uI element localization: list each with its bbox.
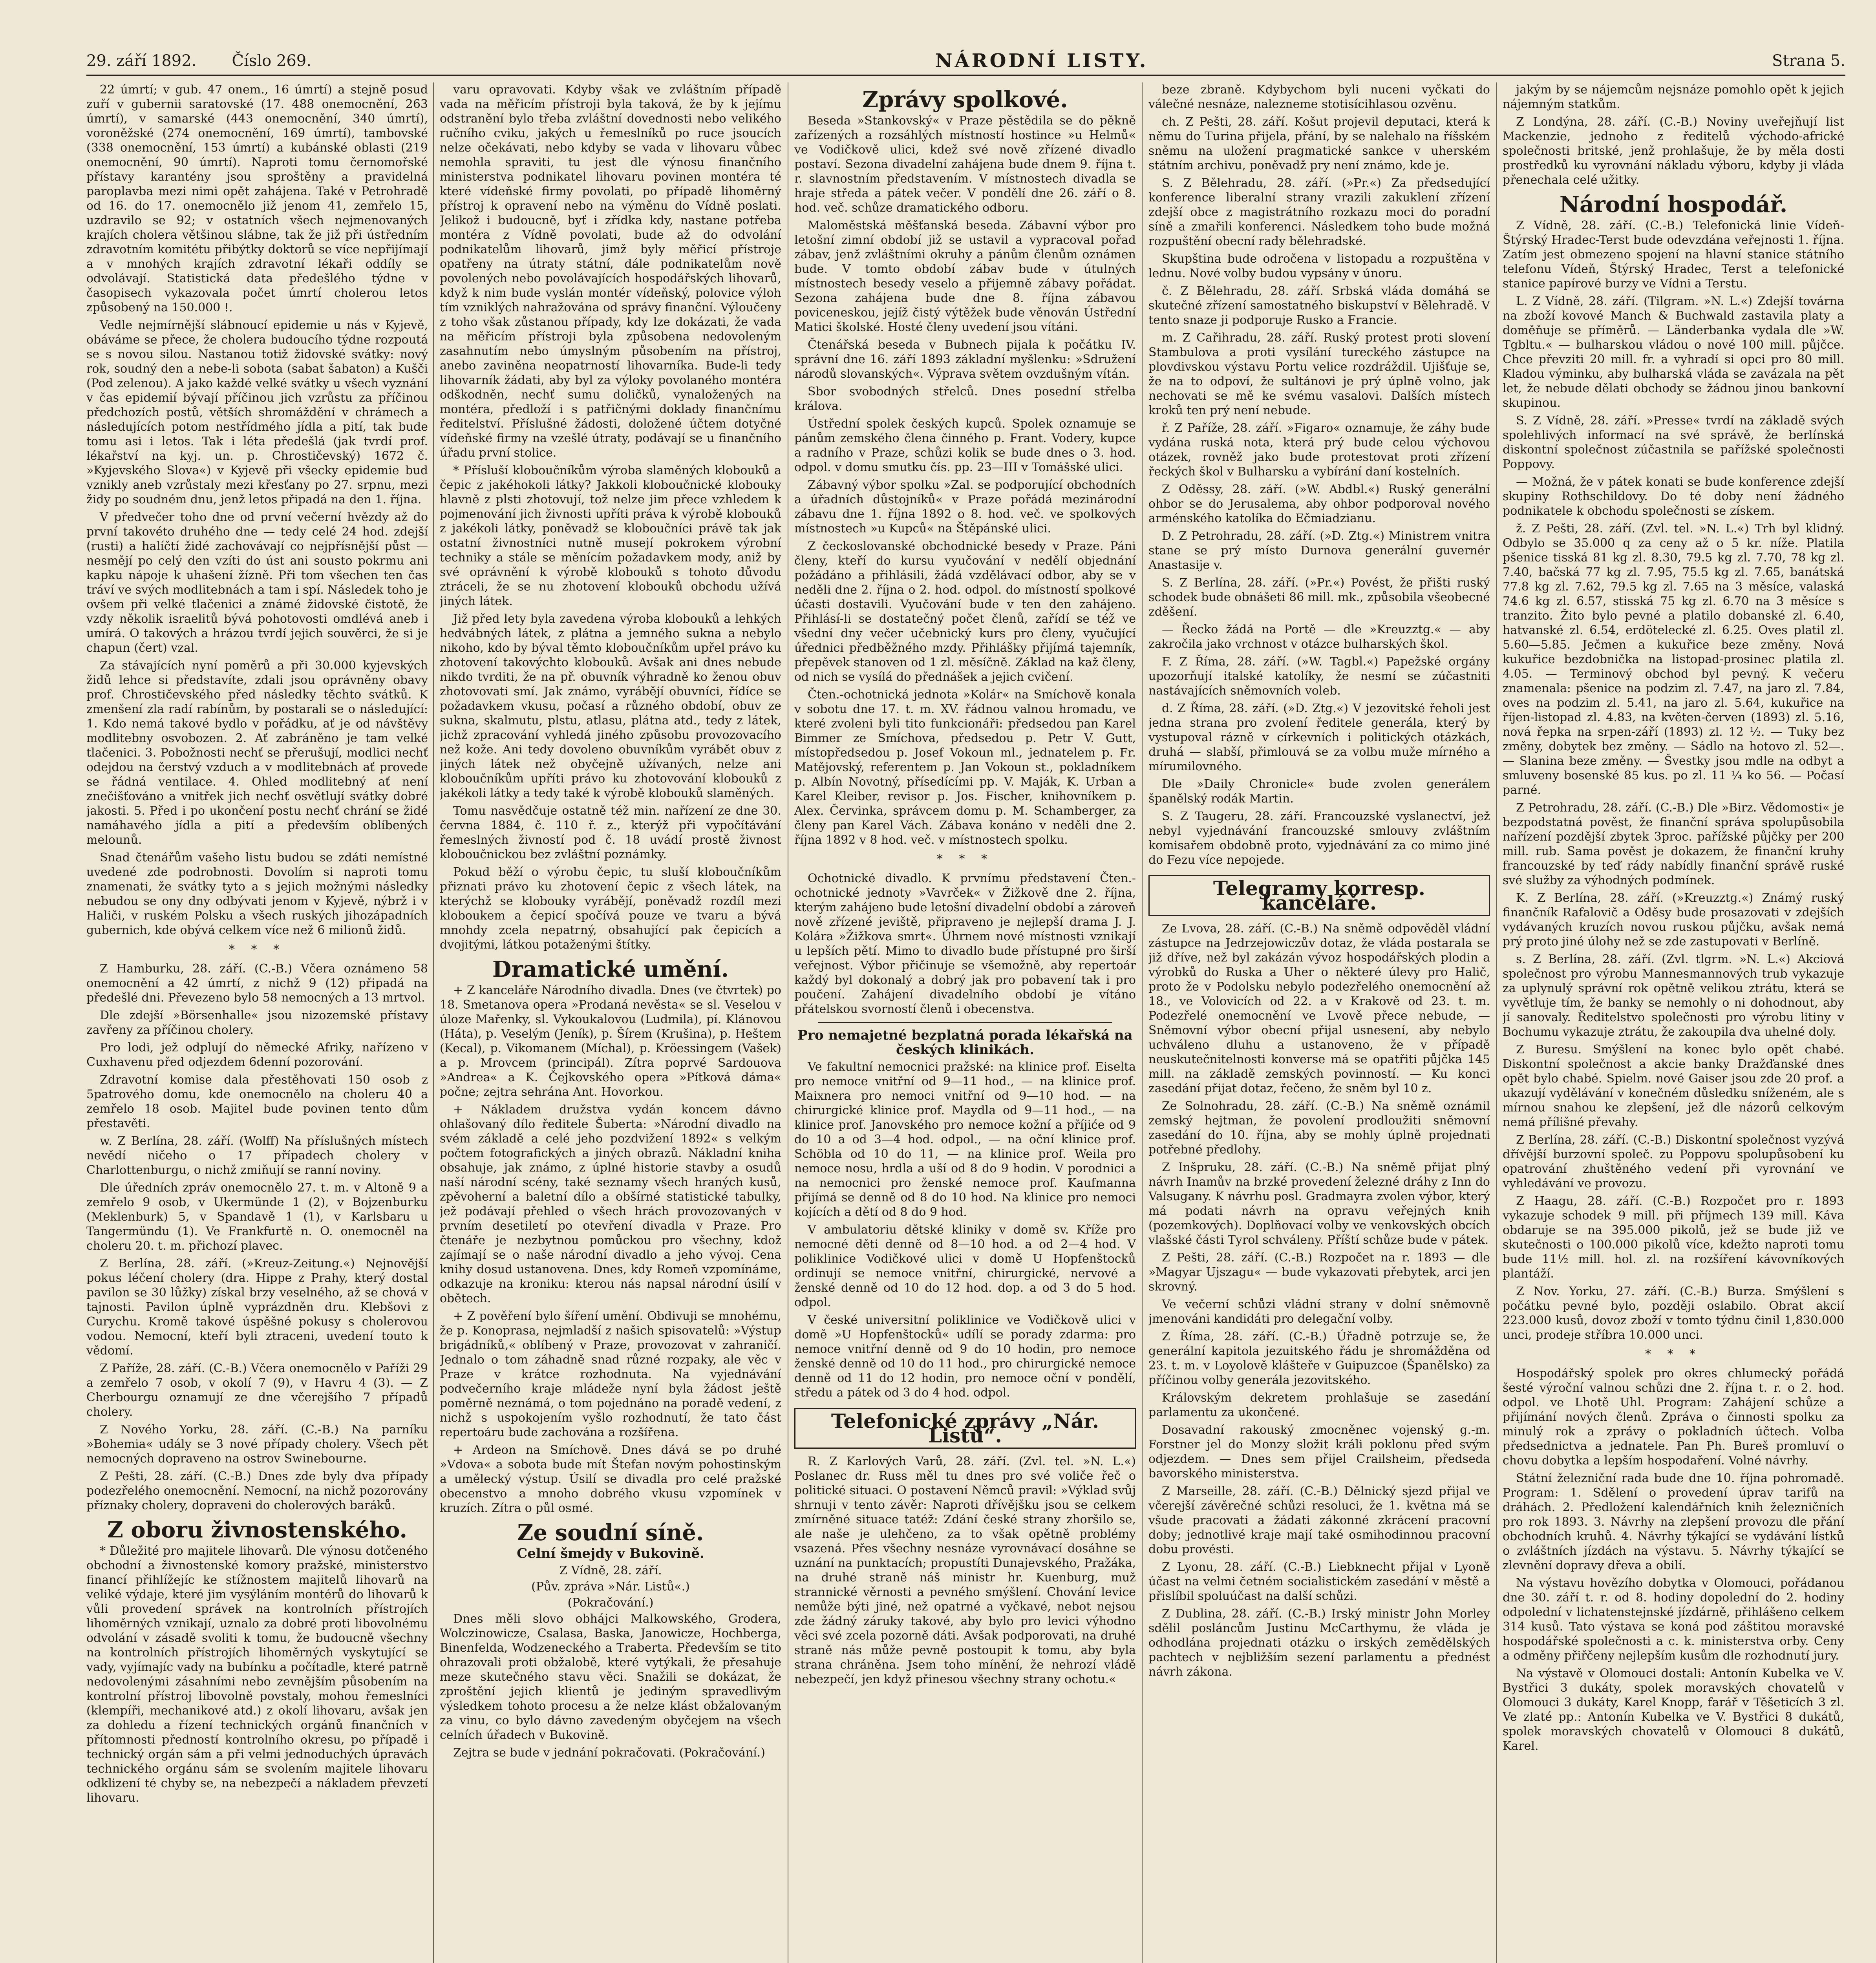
- telegram-item: Z Marseille, 28. září. (C.-B.) Dělnický sjezd přijal ve včerejší závěrečné schůzi resoluci, že 1. května má se všude pracovati a žádati zákonné zkrácení pracovní doby; jednotlivé kraje mají také osmihodinnou pracovní dobu provésti.: [1148, 1484, 1490, 1556]
- news-item: č. Z Bělehradu, 28. září. Srbská vláda domáhá se skutečné zřízení samostatného biskupství v Bělehradě. V tento snaze ji podporuje Rusko a Francie.: [1148, 284, 1490, 327]
- article-text: Státní železniční rada bude dne 10. října pohromadě. Program: 1. Sdělení o provedení úprav tarifů na dráhách. 2. Předložení kalendářních knih železničních pro rok 1893. 3. Návrhy na zlepšení provozu dle přání obchodních kruhů. 4. Návrhy týkající se vydávání lístků o zvláštních jízdách na výstavu. 5. Návrhy týkající se zlevnění dopravy dřeva a obilí.: [1503, 1471, 1844, 1572]
- article-text: Čtenářská beseda v Bubnech pijala k počátku IV. správní dne 16. září 1893 základní myšlenku: »Sdružení národů slovanských«. Výprava světem ovzdušným vítán.: [794, 338, 1136, 381]
- news-item: Z Berlína, 28. září. (»Kreuz-Zeitung.«) Nejnovější pokus léčení cholery (dra. Hippe z Prahy, který dostal pavilon se 30 lůžky) získal brzy veselného, až se chová v tajnosti. Pavilon úplně vyprázdněn dru. Klebšovi z Curychu. Kromě takové úspěšné pokusy s cholerovou vodou. Nemocní, kteří byli ztraceni, uvedení touto k vědomí.: [86, 1257, 428, 1358]
- news-item: ř. Z Paříže, 28. září. »Figaro« oznamuje, že záhy bude vydána ruská nota, která prý bude celou výchovou otázek, rovněž jako bude protestovat proti zřízení řeckých škol v Bulharsku a vybírání daní kostelních.: [1148, 421, 1490, 479]
- article-text: Již před lety byla zavedena výroba klobouků a lehkých hedvábných látek, z plátna a jemného sukna a nebylo nikoho, kdo by býval těmto kloboučníkům upřel právo ku zhotovení takovýchto klobouků. Avšak ani dnes nebude nikdo tvrditi, že na př. obuvník výhradně ko ženou obuv zhotovovati smí. Jak známo, vyrábějí obuvníci, řídíce se požadavkem vkusu, počasí a různého období, obuv ze sukna, skalmutu, plstu, atlasu, plátna atd., tedy z látek, jichž zpracování vyhledá jiného způsobu provozovacího než kože. Ani tedy dovoleno obuvníkům vyrábět obuv z jiných látek než obyčejně užívaných, nelze ani kloboučníkům upříti právo ku zhotovování klobouků z jakékoli látky a tedy také k výrobě klobouků slaměných.: [440, 612, 781, 800]
- section-title: Ze soudní síně.: [517, 1520, 704, 1546]
- article-text: Za stávajících nyní poměrů a při 30.000 kyjevských židů lehce si představíte, zdali jsou oprávněny obavy prof. Chrostičevského před následky těchto svátků. K zmenšení zla radí rabínům, by postarali se o následující: 1. Kdo nemá takové bydlo v pořádku, ať je od návštěvy modlitebny osvobozen. 2. Ať zabráněno je tam velké tlačenici. 3. Pobožnosti nechť se přerušují, modlici nechť odejdou na čerstvý vzduch a v modlitebnách ať provede se řádná ventilace. 4. Ohled modlitebný ať není znečišťováno a vnitřek jich nechť osvětlují svátky dobré jakosti. 5. Před i po ukončení postu nechť chrání se židé namáhavého jídla a pití a především oblíbených melounů.: [86, 659, 428, 847]
- news-item: Dle úředních zpráv onemocnělo 27. t. m. v Altoně 9 a zemřelo 9 osob, v Ukermünde 1 (2), v Bojzenburku (Meklenburk) 5, v Spandavě 1 (1), v Karlsbaru u Tangermündu (1). Ve Frankfurtě n. O. onemocněl na choleru 20. t. m. přichozí plavec.: [86, 1181, 428, 1253]
- article-text: Ochotnické divadlo. K prvnímu představení Čten.-ochotnické jednoty »Vavrček« v Žižkově dne 2. října, kterým zahájeno bude letošní divadelní období a zároveň nově zřízené jeviště, připraveno je nejlepší drama J. J. Kolára »Žižkova smrt«. Úhrnem nové místnosti vznikají u lepších pětí. Mimo to divadlo bude přístupné pro širší veřejnost. Výbor přičinuje se všemožně, aby repertoár každý byl dokonalý a dobrý jak pro pobavení tak i pro poučení. Zahájení divadelního období je vítáno přátelskou svorností členů i obecenstva.: [794, 872, 1136, 1016]
- column-rule: [1496, 82, 1497, 1963]
- column-rule: [1142, 82, 1143, 1963]
- news-item: Zdravotní komise dala přestěhovati 150 osob z 5patrového domu, kde onemocnělo na choleru 40 a zemřelo 18 osob. Majitel bude povinen tento dům přestavěti.: [86, 1073, 428, 1130]
- article-text: + Ardeon na Smíchově. Dnes dává se po druhé »Vdova« a sobota bude mít Štefan novým pohostinským a umělecký výstup. Úsilí se divadla pro celé pražské obecenstvo a mnoho dobrého vkusu vzpomínek v kruzích. Zítra o půl osmé.: [440, 1443, 781, 1515]
- section-title: Národní hospodář.: [1559, 192, 1788, 218]
- column-3: [794, 82, 1136, 1963]
- article-text: * Důležité pro majitele lihovarů. Dle výnosu dotčeného obchodní a živnostenské komory pražské, ministerstvo financí přihlížejíc ke stížnostem majitelů lihovarů na veliké výdaje, které jim vysýláním montérů do lihovarů k vůli provedení správek na kontrolních přístrojích lihoměrných vznikají, uznalo za dobré proti libovolnému odvolání v zásadě svoliti k tomu, že budoucně všechny na kontrolních přístrojích lihoměrných vyskytující se vady, vyjímajíc vady na bubínku a počítadle, které patrně nedovolenými zásahními nebo zevnějším působením na kontrolní přístroj libovolně povstaly, mohou řemeslníci (klempíři, mechanikové atd.) z okolí lihovaru, avšak jen za dohledu a řízení technických orgánů finančních v přítomnosti předností kontrolního okresu, po případě i technický orgán sám a při velmi jednoduchých úpravách technického orgánu sám se svolením majitele lihovaru odklizení té chyby se, na nebezpečí a nákladem převzetí lihovaru.: [86, 1544, 428, 1805]
- news-item: — Možná, že v pátek konati se bude konference zdejší skupiny Rothschildovy. Do té doby není žádného podnikatele k obchodu společnosti se získem.: [1503, 475, 1844, 518]
- header-issue: Číslo 269.: [232, 52, 311, 70]
- news-item: Z Londýna, 28. září. (C.-B.) Noviny uveřejňují list Mackenzie, jednoho z ředitelů východo-africké společnosti britské, jenž prohlašuje, že by měla dosti prostředků ku vyrovnání nákladu výboru, kdyby ji vláda přenechala celé užitky.: [1503, 115, 1844, 187]
- article-text: Čten.-ochotnická jednota »Kolár« na Smíchově konala v sobotu dne 17. t. m. XV. řádnou valnou hromadu, ve které zvoleni byli tito funkcionáři: předsedou pan Karel Bimmer ze Smíchova, předsedou p. Petr V. Gutt, místopředsedou p. Josef Vokoun ml., jednatelem p. Fr. Matějovský, referentem p. Jan Vokoun st., pokladníkem p. Albín Novotný, přísedícími pp. V. Maják, K. Urban a Karel Kleiber, revisor p. Jos. Fischer, knihovníkem p. Alex. Červinka, správcem domu p. M. Schamberger, za členy pan Karel Vách. Zábava konáno v neděli dne 2. října 1892 v 8 hod. več. v místnostech spolku.: [794, 688, 1136, 847]
- page-header: [86, 47, 1845, 76]
- column-1: [86, 82, 428, 1963]
- news-item: d. Z Říma, 28. září. (»D. Ztg.«) V jezovitské řeholi jest jedna strana pro zvolení ředitele generála, který by vystupoval rázně v církevních i politických otázkách, druhá — slabší, přimlouvá se za volbu muže mírného a mírumilovného.: [1148, 702, 1490, 773]
- article-headline: Pro nemajetné bezplatná porada lékařská na českých klinikách.: [797, 1027, 1133, 1058]
- section-title: Z oboru živnostenského.: [107, 1517, 407, 1543]
- column-rule: [433, 82, 434, 1963]
- article-text: V předvečer toho dne od první večerní hvězdy až do první takovéto druhého dne — tedy celé 24 hod. zdejší (rusti) a halíčtí židé zachovávají co nejpřísnější půst — nesmějí po celý den vzíti do úst ani sousto pokrmu ani kapku nápoje k uhašení žízně. Při tom všechen ten čas tráví ve svých modlitebnách a tam i spí. Následek toho je ovšem při velké tlačenici a známé židovské čistotě, že vzdy několik israelitů bývá pohotovosti omdlévá aneb i umírá. O takových a hrázou tvrdí jejich souvěrci, že si je chapun (čert) vzal.: [86, 510, 428, 655]
- horizontal-rule: [818, 1022, 1112, 1023]
- news-item: S. Z Vídně, 28. září. »Presse« tvrdí na základě svých spolehlivých informací na své správě, že berlínská diskontní společnost zúčastnila se pařížské společnosti Poppovy.: [1503, 414, 1844, 471]
- article-text: + Z kanceláře Národního divadla. Dnes (ve čtvrtek) po 18. Smetanova opera »Prodaná nevěsta« se sl. Veselou v úloze Mařenky, sl. Vykoukalovou (Ludmila), pí. Klánovou (Háta), p. Veselým (Jeník), p. Šírem (Krušina), p. Heštem (Kecal), p. Vikomanem (Míchal), p. Kröessingem (Vašek) a p. Mrovcem (principál). Zítra poprvé Sardouova »Andrea« a K. Čejkovského opera »Pítková dáma« počne; zejtra sehrána Ant. Hovorkou.: [440, 983, 781, 1099]
- section-title-boxed: Telefonické zprávy „Nár. Listů“.: [794, 1408, 1136, 1449]
- section-title-boxed: Telegramy korresp. kanceláře.: [1148, 875, 1490, 916]
- news-item: Z Hamburku, 28. září. (C.-B.) Včera oznámeno 58 onemocnění a 42 úmrtí, z nichž 9 (12) připadá na předešlé dni. Převezeno bylo 58 nemocných a 13 mrtvol.: [86, 962, 428, 1005]
- news-item: S. Z Berlína, 28. září. (»Pr.«) Povést, že přišti ruský schodek bude obnášeti 86 mill. mk., způsobila všeobecné zděšení.: [1148, 576, 1490, 619]
- news-item: F. Z Říma, 28. září. (»W. Tagbl.«) Papežské orgány upozorňují italské katolíky, že nesmí se zúčastniti nastávajících sněmovních voleb.: [1148, 655, 1490, 698]
- article-text: * Přísluší kloboučníkům výroba slaměných klobouků a čepic z jakéhokoli látky? Jakkoli kloboučnické klobouky hlavně z plsti zhotovují, tož nelze jim přece vzhledem k pojmenování jich živnosti upříti práva k výrobě klobouků z jakékoli látky, poněvadž se kloboučníci právě tak jak ostatní živnostníci nutně musejí pokrokem výrobní techniky a stále se měnícím požadavkem mody, aniž by své oprávnění k výrobě klobouků s tohoto důvodu ztráceli, že se nu zhotovení klobouků obchodu užívá jiných látek.: [440, 464, 781, 608]
- masthead: NÁRODNÍ LISTY.: [935, 50, 1148, 72]
- news-item: Skupština bude odročena v listopadu a rozpuštěna v lednu. Nové volby budou vypsány v únoru.: [1148, 252, 1490, 280]
- telegram-item: Z Pešti, 28. září. (C.-B.) Rozpočet na r. 1893 — dle »Magyar Ujszagu« — bude vykazovati přebytek, arci jen skrovný.: [1148, 1251, 1490, 1294]
- telegram-item: Z Dublina, 28. září. (C.-B.) Irský ministr John Morley sdělil posláncům Justinu McCarthymu, že vláda je odhodlána projednati otázku o irských zemědělských pachtech v nejbližším sezení parlamentu a přednést návrh zákona.: [1148, 1607, 1490, 1679]
- telegram-item: Královským dekretem prohlašuje se zasedání parlamentu za ukončené.: [1148, 1391, 1490, 1419]
- news-item: Z Petrohradu, 28. září. (C.-B.) Dle »Birz. Vědomosti« je bezpodstatná pověst, že finanční správa spolupůsobila nařízení pozdější zbytek 3proc. pařížské půjčky per 200 mill. rub. Sama pověst je dokazem, že finanční kruhy francouzské by teď rády nabídly finanční správě ruské své služby za výhodných podmínek.: [1503, 801, 1844, 887]
- article-text: Maloměstská měšťanská beseda. Zábavní výbor pro letošní zimní období již se ustavil a vypracoval pořad zábav, jenž zvláštními okruhy a pánům členům oznámen bude. V tomto období zábav bude v útulných místnostech besedy veselo a přijemně zábavy pořádat. Sezona zahájena bude dne 8. října zábavou poviceneskou, jejíž čistý výtěžek bude věnován Ústřední Matici školské. Hosté členy uvedení jsou vítáni.: [794, 219, 1136, 334]
- article-headline: Celní šmejdy v Bukovině.: [517, 1546, 704, 1561]
- article-text: + Nákladem družstva vydán koncem dávno ohlašovaný dílo ředitele Šuberta: »Národní divadlo na svém základě a celé jeho pozdvižení 1892« s velkým počtem fotografických a jiných obrazů. Nákladní kniha obsahuje, jak známo, z úplné historie stavby a osudů naší národní scény, také seznamy všech hraných kusů, zpěvoherní a baletní dílo a obšírné statistické tabulky, jež podávají přehled o všech hrách provozovaných v prvním desetiletí po otevření divadla v Praze. Pro čtenáře je nezbytnou pomůckou pro všechny, kdož zajímají se o naše národní divadlo a jeho vývoj. Cena knihy dosud ustanovena. Dnes, kdy Romeň vzpomínáme, odkazuje na kroniku: kterou nás napsal národní úsilí v obětech.: [440, 1103, 781, 1305]
- newspaper-page: [16, 12, 1861, 1963]
- article-text: Beseda »Stankovský« v Praze pěstědila se do pěkně zařízených a rozsáhlých místností hostince »u Helmů« ve Vodičkově ulici, kdež své nově zřízené divadlo postaví. Sezona divadelní zahájena bude dnem 9. října t. r. slavnostním představením. V místnostech divadla se hraje středa a pátek večer. V pondělí dne 26. září o 8. hod. več. schůze dramatického odboru.: [794, 114, 1136, 215]
- news-item: s. Z Berlína, 28. září. (Zvl. tlgrm. »N. L.«) Akciová společnost pro výrobu Mannesmannových trub vykazuje za uplynulý správní rok opětně velikou ztrátu, která se vyvětluje tím, že banky se nemohly o ni dohodnout, aby jí sanovaly. Ředitelstvo společnosti pro výrobu litiny v Bochumu vykazuje ztrátu, že zakoupila dva uhelné doly.: [1503, 952, 1844, 1039]
- article-text: Ve fakultní nemocnici pražské: na klinice prof. Eiselta pro nemoce vnitřní od 9—11 hod., — na klinice prof. Maixnera pro nemoci vnitřní od 9—10 hod. — na chirurgické klinice prof. Maydla od 9—11 hod., — na klinice prof. Janovského pro nemoce kožní a příjiće od 9 do 10 a od 3—4 hod. odpol., — na oční klinice prof. Schöbla od 10 do 11, — na klinice prof. Weila pro nemoce nosu, hrdla a uší od 8 do 9 hodin. V porodnici a na nemocnici pro ženské nemoce prof. Kaufmanna přijímá se denně od 8 do 10 hod. Na klinice pro nemoci kojících a dětí od 8 do 9 hod.: [794, 1060, 1136, 1219]
- news-item: S. Z Taugeru, 28. září. Francouzské vyslanectví, jež nebyl vyjednávání francouzské smlouvy zvláštním komisařem obdobně proto, vyjednávání za co mimo jiné do Fezu více nepojede.: [1148, 810, 1490, 867]
- news-item: L. Z Vídně, 28. září. (Tilgram. »N. L.«) Zdejší továrna na zboží kovové Manch & Buchwald zastavila platy a doměňuje se příměrů. — Länderbanka vydala dle »W. Tgbltu.« — bulharskou vládou o nové 100 mill. půjčce. Chce převziti 20 mill. fr. a vyhradí si opci pro 80 mill. Kladou výminku, aby bulharská vláda se zavázala na pět let, že nebude dělati obchody se žádnou jinou bankovní skupinou.: [1503, 294, 1844, 410]
- article-text: Snad čtenářům vašeho listu budou se zdáti nemístné uvedené zde podrobnosti. Dovolím si naproti tomu znamenati, že svátky tyto a s jejich možnými následky nebudou se ony dny odbývati jenom v Kyjevě, nýbrž i v Haliči, v ruském Polsku a všech ruských jihozápadních gubernich, kde obývá celkem více než 6 milionů židů.: [86, 851, 428, 937]
- news-item: Z Buresu. Smýšlení na konec bylo opět chabé. Diskontní společnost a akcie banky Dražďanské dnes opět bylo chabé. Spielm. nové Gaiser jsou zde 20 prof. a ukazují vydělávání v konečném důsledku sníženém, ale s mírnou snahou ke zlepšení, jež dle názorů celkovým nemá přílišné převahy.: [1503, 1043, 1844, 1129]
- article-text: 22 úmrtí; v gub. 47 onem., 16 úmrtí) a stejně posud zuří v gubernii saratovské (17. 488 onemocnění, 263 úmrtí), v samarské (443 onemocnění, 340 úmrtí), voroněžské (274 onemocnění, 169 úmrtí), tambovské (338 onemocnění, 153 úmrtí) a kubánské oblasti (219 onemocnění, 90 úmrtí). Naproti tomu černomořské přístavy karantény jsou sproštěny a pravidelná paroplavba mezi nimi opět zahájena. Také v Petrohradě od 16. do 17. onemocnělo již jenom 41, zemřelo 15, uzdravilo se 92; v ostatních všech nejmenovaných krajích cholera většinou slábne, tak že již při ústředním zdravotním komitétu přibýtky doktorů se více nepřijímají a v mnohých krajích zdravotní lékaři oddíly se odvolávají. Statistická data předešlého týdne v časopisech vykazovala počet úmrtí cholerou letos způsobený na 150.000 !.: [86, 83, 428, 314]
- article-text: Ústřední spolek českých kupců. Spolek oznamuje se pánům zemského člena činného p. Frant. Vodery, kupce a radního v Praze, schůzi kolik se bude dnes o 3. hod. odpol. v domu smutku čís. pp. 23—III v Tomášské ulici.: [794, 417, 1136, 474]
- article-text: Hospodářský spolek pro okres chlumecký pořádá šesté výroční valnou schůzi dne 2. října t. r. o 2. hod. odpol. ve Lhotě Uhl. Program: Zahájení schůze a přijímání nových členů. Zpráva o činnosti spolku za minulý rok a zprávy o pokladních účtech. Volba předsednictva a jednatele. Pan Ph. Bureš promluví o chovu dobytka a lepším hospodaření. Volné návrhy.: [1503, 1367, 1844, 1468]
- section-separator: * * *: [229, 943, 286, 956]
- telegram-item: R. Z Karlových Varů, 28. září. (Zvl. tel. »N. L.«) Poslanec dr. Russ měl tu dnes pro své voliče řeč o politické situaci. O postavení Němců pravil: »Výklad svůj shrnuji v tento závěr: Naproti dřívějšku jsou se celkem zmírněné situace tatéž: Zdání české strany zhoršilo se, ale naše je ulehčeno, za to však opětně problémy vsazená. Přes všechny nesnáze vyrovnávací dosáhne se uznání na punktacích; propustíti Dunajevského, Pražáka, na druhé straně náš ministr hr. Kuenburg, muž strannické věrnosti a pevného smýšlení. Chování levice nemůže býti jiné, než opatrné a vyčkavé, nebot nejsou zde žádný záruky takové, aby bylo pro levici výhodno věci své zcela pozorně dáti. Avšak podporovati, na druhé straně nás může pevně postoupit k tomu, aby byla strana chráněna. Jsem toho mínění, že nehrozí vládě nebezpečí, jen když přinesou všechny strany ochotu.«: [794, 1455, 1136, 1686]
- article-text: Pokud běží o výrobu čepic, tu sluší kloboučníkům přiznati právo ku zhotovení čepic z všech látek, na kterýchž se klobouky vyrábějí, poněvadž rozdíl mezi kloboukem a čepicí spočívá pouze ve tvaru a bývá mnohdy zcela nepatrný, obsahující pak čepicích a dvojitými, látkou potaženými štítky.: [440, 865, 781, 952]
- article-text: beze zbraně. Kdybychom byli nuceni vyčkati do válečné nesnáze, nalezneme stotisícihlasou ozvěnu.: [1148, 83, 1490, 111]
- header-page-number: Strana 5.: [1772, 52, 1845, 70]
- continuation-note: (Pokračování.): [567, 1596, 654, 1610]
- section-title: Zprávy spolkové.: [862, 87, 1068, 113]
- article-text: Na výstavě v Olomouci dostali: Antonín Kubelka ve V. Bystřici 3 dukáty, spolek moravských chovatelů v Olomouci 3 dukáty, Karel Knopp, farář v Těšeticích 3 zl. Ve zlaté pp.: Antonín Kubelka ve V. Bystřici 8 dukátů, spolek moravských chovatelů v Olomouci 8 dukátů, Karel.: [1503, 1667, 1844, 1753]
- telegram-item: Z Inšpruku, 28. září. (C.-B.) Na sněmě přijat plný návrh Inamův na brzké provedení železné dráhy z Inn do Valsugany. K návrhu posl. Gradmayra zvolen výbor, který má podati návrh na opravu veřejných knih (pozemkových). Doplňovací volby ve venkovských obcích vlašské části Tyrol schváleny. Příští schůze bude v pátek.: [1148, 1161, 1490, 1247]
- telegram-item: Ve večerní schůzi vládní strany v dolní sněmovně jmenováni kandidáti pro delegační volby.: [1148, 1298, 1490, 1326]
- news-item: Dle zdejší »Börsenhalle« jsou nizozemské přístavy zavřeny za příčinou cholery.: [86, 1009, 428, 1037]
- news-item: m. Z Cařihradu, 28. září. Ruský protest proti slovení Stambulova a proti vysílání tureckého zástupce na plovdivskou výstavu Portu velice rozdráždil. Ujišťuje se, že na to odpoví, že sultánovi je prý úplně volno, jak nechovati se mě ke svému vasalovi. Dalších místech kroků ten prý není nebude.: [1148, 331, 1490, 417]
- article-text: Tomu nasvědčuje ostatně též min. nařízení ze dne 30. června 1884, č. 110 ř. z., kterýž při vypočítávání řemeslných živností pod č. 18 uvádí prostě živnost kloboučnickou bez zvláštní poznámky.: [440, 804, 781, 861]
- article-text: Na výstavu hovězího dobytka v Olomouci, pořádanou dne 30. září t. r. od 8. hodiny dopolední do 2. hodiny odpolední v lichatenstejnské jízdárně, přihlášeno celkem 314 kusů. Tato výstava se koná pod záštitou moravské hospodářské společnosti a c. k. ministerstva orby. Ceny a odměny přiřčeny nejlepším kusům dle rozhodnutí jury.: [1503, 1576, 1844, 1663]
- article-text: + Z pověření bylo šíření umění. Obdivuji se mnohému, že p. Konoprasa, nejmladší z našich spisovatelů: »Výstup brigádníků,« oblíbený v Praze, provozovat v zahraničí. Jednalo o tom záhadně snad různé rozpaky, ale věc v Praze v krátce rozhodnuta. Na vyjednávání podvečerního kraje mládeže nyní byla žádost ještě poměrně neznámá, o tom pojednáno na poradě vedení, z nichž s uspokojením vyšlo rozhodnutí, že tato část repertoáru bude zachována a rozšířena.: [440, 1309, 781, 1439]
- telegram-item: Ze Solnohradu, 28. září. (C.-B.) Na sněmě oznámil zemský hejtman, že povolení prodloužiti sněmovní zasedání do 10. října, aby se mohly úplně projednati potřebné předlohy.: [1148, 1099, 1490, 1157]
- news-item: Z Haagu, 28. září. (C.-B.) Rozpočet pro r. 1893 vykazuje schodek 9 mill. při příjmech 139 mill. Káva obdaruje se na 395.000 pikolů, jež se bude již ve skutečnosti o 100.000 pikolů více, kdežto naproti tomu bude 11½ mill. hol. zl. na rozšíření kávovníkových plantáží.: [1503, 1194, 1844, 1281]
- news-item: Pro lodi, jež odplují do německé Afriky, nařízeno v Cuxhavenu před odjezdem 6denní pozorování.: [86, 1041, 428, 1069]
- article-text: Vedle nejmírnější slábnoucí epidemie u nás v Kyjevě, obáváme se přece, že cholera budoucího týdne rozpoutá se s novou silou. Nastanou totiž židovské svátky: nový rok, soudný den a nebe-li sobota (sabat šabaton) a Kušči (Pod zelenou). A jako každé velké svátky u všech vyznání v čas epidemií bývají příčinou jich vzrůstu za příčinou předchozích postů, větších shromáždění v chrámech a následujících potom nestřídmého jídla a pití, tak bude tomu asi i letos. Tak i léta předešlá (jak tvrdí prof. lékařství na kyj. un. p. Chrostičevský) 1672 č. »Kyjevského Slova«) v Kyjevě při všecky epidemie bud vznikly aneb vzrůstaly mezi křesťany po 27. srpnu, mezi židy po soudném dnu, jenž letos připadá na den 1. října.: [86, 318, 428, 506]
- article-text: jakým by se nájemcům nejsnáze pomohlo opět k jejich nájemným statkům.: [1503, 83, 1844, 111]
- news-item: — Řecko žádá na Portě — dle »Kreuzztg.« — aby zakročila jako vrchnost v otázce bulharských škol.: [1148, 623, 1490, 651]
- section-title: Dramatické umění.: [492, 956, 729, 982]
- news-item: Z Nov. Yorku, 27. září. (C.-B.) Burza. Smýšlení s počátku pevné bylo, později oslabilo. Obrat akcií 223.000 kusů, dovoz zboží v tomto týdnu činil 1,830.000 unci, prodeje stříbra 10.000 unci.: [1503, 1285, 1844, 1342]
- news-item: Z Oděssy, 28. září. (»W. Abdbl.«) Ruský generální ohbor se do Jerusalema, aby ohbor podporoval nového arménského katolíka do Ečmiadzianu.: [1148, 483, 1490, 525]
- column-4: [1148, 82, 1490, 1963]
- article-text: Sbor svobodných střelců. Dnes posední střelba králova.: [794, 385, 1136, 413]
- section-separator: * * *: [936, 852, 994, 866]
- news-item: w. Z Berlína, 28. září. (Wolff) Na příslušných místech nevědí ničeho o 17 případech cholery v Charlottenburgu, o nichž zmiňují se ranní noviny.: [86, 1134, 428, 1177]
- article-text: V české universitní poliklinice ve Vodičkově ulici v domě »U Hopfenštocků« udílí se porady zdarma: pro nemoce vnitřní denně od 9 do 10 hodin, pro nemoce ženské denně od 10 do 11 hod., pro chirurgické nemoce denně od 11 do 12 hodin, pro nemoce oční v pondělí, středu a pátek od 3 do 4 hod. odpol.: [794, 1313, 1136, 1400]
- news-item: S. Z Bělehradu, 28. září. (»Pr.«) Za předsedující konference liberalní strany vrazili zakuklení zřízení zdejší obce z magistrátního rozkazu moci do poradní síně a zmařili konferenci. Následkem toho bude možná rozpuštění obecní rady bělehradské.: [1148, 176, 1490, 248]
- news-item: D. Z Petrohradu, 28. září. (»D. Ztg.«) Ministrem vnitra stane se prý místo Durnova generální guvernér Anastasije v.: [1148, 529, 1490, 572]
- article-text: Zábavný výbor spolku »Zal. se podporující obchodních a úřadních důstojníků« v Praze pořádá mezinárodní zábavu dne 1. října 1892 o 8. hod. več. ve spolkových místnostech »u Kupců« na Štěpánské ulici.: [794, 478, 1136, 536]
- section-separator: * * *: [1645, 1347, 1702, 1361]
- header-left: [86, 52, 311, 70]
- telegram-item: Dosavadní rakouský zmocněnec vojenský g.-m. Forstner jel do Monzy složit králi poklonu před svým odjezdem. — Dnes sem přijel Crailsheim, předseda bavorského ministerstva.: [1148, 1423, 1490, 1480]
- news-item: Z Vídně, 28. září. (C.-B.) Telefonická linie Vídeň-Štýrský Hradec-Terst bude odevzdána veřejnosti 1. října. Zatím jest obmezeno spojení na hlavní stanice státního telefonu Vídeň, Štýrský Hradec, Terst a telefonické stanice papírové burzy ve Vídni a Terstu.: [1503, 219, 1844, 291]
- news-item: Z Nového Yorku, 28. září. (C.-B.) Na parníku »Bohemia« udály se 3 nové případy cholery. Všech pět nemocných dopraveno na ostrov Swinebourne.: [86, 1423, 428, 1466]
- article-text: varu opravovati. Kdyby však ve zvláštním případě vada na měřicím přístroji byla taková, že by k jejímu odstranění bylo třeba zvláštní dovednosti nebo velikého ručního cviku, jakých u řemeslníků po ruce jsoucích nelze očekávati, nebo kdyby se vada v lihovaru vůbec nemohla spraviti, tu jest dle výnosu finančního ministerstva podnikatel lihovaru povinen montéra té které vídeňské firmy povolati, po případě lihoměrný přístroj k opravení nebo na výměnu do Vídně poslati. Jelikož i budoucně, byť i zřídka kdy, nastane potřeba montéra z Vídně povolati, bude až do odvolání podnikatelům lihovarů, jimž byly měřicí přístroje opatřeny na útraty státní, dále podnikatelům nově povolených nebo povolávajících hospodářských lihovarů, když k nim bude vyslán montér vídeňský, polovice výloh tím vzniklých nahražována od správy finanční. Výloučeny z toho však zůstanou případy, kdy lze dokázati, že vada na měřicím přístroji byla způsobena nedovoleným zasahnutím nebo úmyslným působením na přístroj, anebo zaviněna neopatrností lihovarníka. Bude-li tedy lihovarník žádati, aby byl za výloky povolaného montéra odškodněn, nechť sumu doličků, vynaložených na montéra, předloží i s patřičnými doklady finančnímu ředitelství. Příslušné žádosti, doložené účtem dotyčné vídeňské firmy na vzešlé útraty, podávají se u finančního úřadu první stolice.: [440, 83, 781, 460]
- telegram-item: Z Lyonu, 28. září. (C.-B.) Liebknecht přijal v Lyoně účast na velmi četném socialistickém zasedání v městě a přislíbil spoluúčast na další schůzi.: [1148, 1560, 1490, 1603]
- column-2: [440, 82, 781, 1963]
- article-text: V ambulatoriu dětské kliniky v domě sv. Kříže pro nemocné děti denně od 8—10 hod. a od 2—4 hod. V poliklinice Vodičkové ulici v domě U Hopfenštocků ordinují se nemoce vnitřní, chirurgické, nervové a ženské denně od 10 do 12 hod. dop. a od 3 do 5 hod. odpol.: [794, 1223, 1136, 1309]
- telegram-item: Z Říma, 28. září. (C.-B.) Úřadně potrzuje se, že generální kapitola jezuitského řádu je shromážděna od 23. t. m. v Loyolově klášteře v Guipuzcoe (Španělsko) za příčinou volby generála jezovitského.: [1148, 1330, 1490, 1387]
- news-item: Z Berlína, 28. září. (C.-B.) Diskontní společnost vyzývá dřívější burzovní společ. zu Poppovu spolupůsobení ku opatrování zhuštěného vedení při vyrovnání ve vyhledávání ve provozu.: [1503, 1133, 1844, 1190]
- article-text: Z čeckoslovanské obchodnické besedy v Praze. Páni členy, kteří do kursu vyučování v nedělí objednání požádáno a přihlásili, žádá vzdělávací odbor, aby se v neděli dne 2. října o 2. hod. odpol. do místností spolkové účasti dostavili. Vyučování bude v ten den zahájeno. Přihlásí-li se dostatečný počet členů, zařídí se též ve všední dny večer učebnický kurs pro členy, vyučující úřednici předběžného mzdy. Přihlášky přijímá tajemník, přepěvek stanoven od 1 zl. měsíčně. Základ na kaž členy, od nich se vysílá do přednášek a jejich cvičení.: [794, 539, 1136, 684]
- column-5: [1503, 82, 1844, 1963]
- news-item: Z Pešti, 28. září. (C.-B.) Dnes zde byly dva případy podezřelého onemocnění. Nemocní, na nichž pozorovány příznaky cholery, dopraveni do cholerových baráků.: [86, 1470, 428, 1512]
- news-item: ž. Z Pešti, 28. září. (Zvl. tel. »N. L.«) Trh byl klidný. Odbylo se 35.000 q za ceny až o 5 kr. níže. Platila pšenice tisská 81 kg zl. 8.30, 79.5 kg zl. 7.70, 78 kg zl. 7.40, bačská 77 kg zl. 7.95, 75.5 kg zl. 7.65, banátská 77.8 kg zl. 7.62, 79.5 kg zl. 7.65 na 3 měsíce, valaská 74.6 kg zl. 6.57, stisská 75 kg zl. 6.70 na 3 měsíce s tranzito. Žito bylo pevné a platilo dobanské zl. 6.40, hatvanské zl. 6.54, erdötelecké zl. 6.25. Oves platil zl. 5.60—5.85. Ječmen a kukuřice beze změny. Nová kukuřice bezdobnička na listopad-prosinec platila zl. 4.05. — Terminový obchod byl pevný. K večeru znamenala: pšenice na podzim zl. 7.47, na jaro zl. 7.84, oves na podzim zl. 5.41, na jaro zl. 5.64, kukuřice na říjen-listopad zl. 4.83, na květen-červen (1893) zl. 5.16, nová řepka na srpen-září (1893) zl. 12 ½. — Tuky bez změny, dobytek bez změny. — Sádlo na hotovo zl. 52—. — Slanina beze změny. — Švestky jsou mdle na odbyt a smluveny bosenské 85 kus. po zl. 11 ¼ ko 56. — Počasí parné.: [1503, 522, 1844, 797]
- news-item: K. Z Berlína, 28. září. (»Kreuzztg.«) Známý ruský finančník Rafalovič a Oděsy bude prosazovati v zdejších vydávaných kruzích novou ruskou půjčku, avšak nemá prý proto jiné úlohy než se zde zastupovati v Berlíně.: [1503, 891, 1844, 949]
- news-item: Dle »Daily Chronicle« bude zvolen generálem španělský rodák Martin.: [1148, 777, 1490, 806]
- article-text: Dnes měli slovo obhájci Malkowského, Grodera, Wolczinowicze, Csalasa, Baska, Janowicze, Hochberga, Binenfelda, Wodzeneckého a Traberta. Především se tito ohrazovali proti obžalobě, které vytýkali, že přesahuje meze skutečného stavu věci. Snažili se dokázat, že zproštění jejich klientů je jediným spravedlivým výsledkem tohoto procesu a že nelze klást obžalovaným za vinu, co bylo dávno zavedeným obyčejem na všech celních úřadech v Bukovině.: [440, 1612, 781, 1742]
- header-date: 29. září 1892.: [86, 52, 197, 70]
- news-item: ch. Z Pešti, 28. září. Košut projevil deputaci, která k němu do Turina přijela, přání, by se nalehalo na říšském sněmu na uložení pragmatické sankce v uherském státním archivu, poněvadž pry není známo, kde je.: [1148, 115, 1490, 172]
- news-item: Z Paříže, 28. září. (C.-B.) Včera onemocnělo v Paříži 29 a zemřelo 7 osob, v okolí 7 (9), v Havru 4 (3). — Z Cherbourgu oznamují ze dne včerejšího 7 případů cholery.: [86, 1362, 428, 1419]
- telegram-item: Ze Lvova, 28. září. (C.-B.) Na sněmě odpověděl vládní zástupce na Jedrzejowiczův dotaz, že vláda postarala se již dříve, než byl zakázán vývoz hospodářských plodin a výrobků do Ruska a Uher o některé úlevy pro Halič, proto že v Podolsku nebylo podezřelého onemocnění až 18., ve Volovicích od 22. a v Krakově od 23. t. m. Podezřelé onemocnění ve Lvově přece nebude, — Sněmovní výbor obecní přijal usnesení, aby nebylo uchváleno dluhu a ustanoveno, že v případě neuskutečnitelnosti konverse má se opatřiti půjčka 145 mill. na základě zemských povinností. — Ku konci zasedání přijat dotaz, řečeno, že sněm byl 10 z.: [1148, 922, 1490, 1095]
- source-note: (Pův. zpráva »Nár. Listů«.): [531, 1580, 690, 1594]
- dateline: Z Vídně, 28. září.: [559, 1564, 662, 1577]
- article-text: Zejtra se bude v jednání pokračovati. (Pokračování.): [453, 1746, 765, 1760]
